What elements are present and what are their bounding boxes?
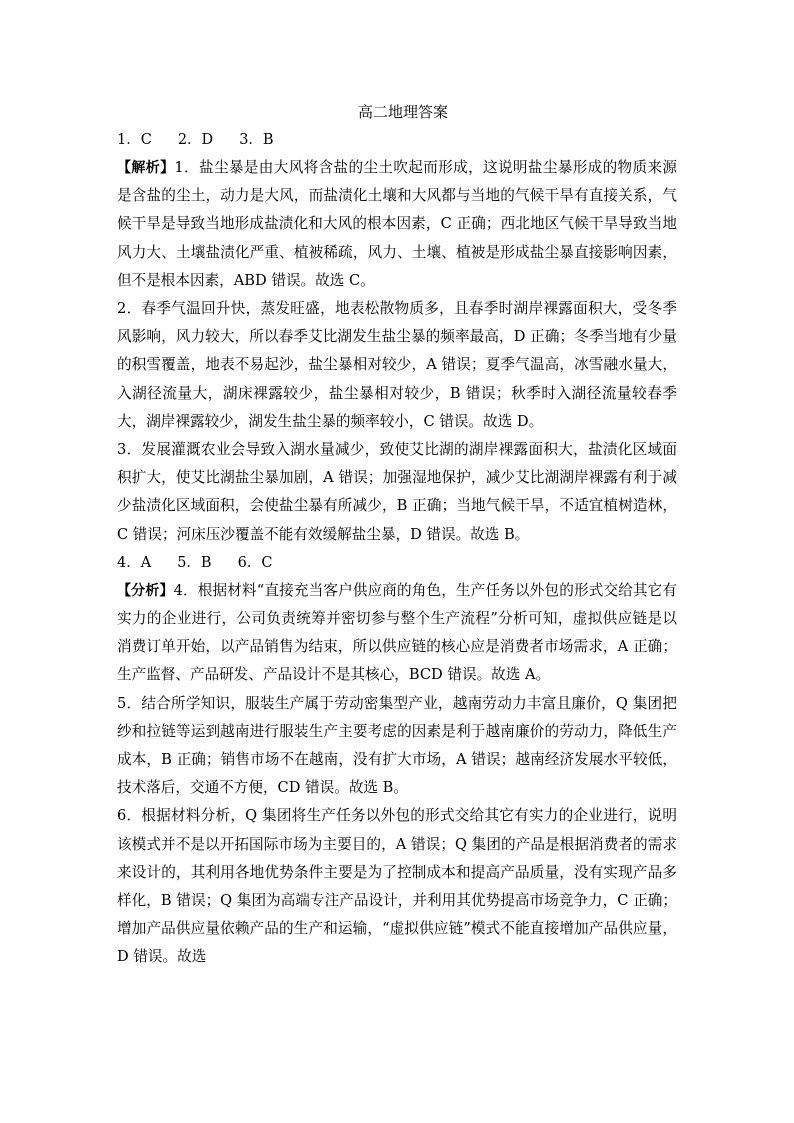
explanation-3: 3．发展灌溉农业会导致入湖水量减少，致使艾比湖的湖岸裸露面积大，盐渍化区域面积扩大，使艾比湖盐尘暴加剧，A 错误；加强湿地保护，减少艾比湖湖岸裸露有利于减少盐渍化区域面积，会使盐尘暴有所减少，B 正确；当地气候干旱，不适宜植树造林，C 错误；河床压沙覆盖不能有效缓解盐尘暴，D 错误。故选 B。 <box>117 441 677 543</box>
answer-line-1-3 <box>117 126 677 154</box>
answer-5: 5．B <box>177 554 212 571</box>
page-title: 高二地理答案 <box>357 103 448 121</box>
explanation-1 <box>117 154 677 295</box>
answer-sheet-page <box>117 98 677 972</box>
explanation-2: 2．春季气温回升快，蒸发旺盛，地表松散物质多，且春季时湖岸裸露面积大，受冬季风影响，风力较大，所以春季艾比湖发生盐尘暴的频率最高，D 正确；冬季当地有少量的积雪覆盖，地表不易起沙，盐尘暴相对较少，A 错误；夏季气温高，冰雪融水量大，入湖径流量大，湖床裸露较少，盐尘暴相对较少，B 错误；秋季时入湖径流量较春季大，湖岸裸露较少，湖发生盐尘暴的频率较小，C 错误。故选 D。 <box>117 300 677 430</box>
explanation-5: 5．结合所学知识，服装生产属于劳动密集型产业，越南劳动力丰富且廉价，Q 集团把纱和拉链等运到越南进行服装生产主要考虑的因素是利于越南廉价的劳动力，降低生产成本，B 正确；销售市场不在越南，没有扩大市场，A 错误；越南经济发展水平较低，技术落后，交通不方便，CD 错误。故选 B。 <box>117 694 677 797</box>
answer-4: 4．A <box>117 554 152 571</box>
answer-3: 3．B <box>239 132 274 148</box>
analysis-label-1: 【解析】 <box>117 160 175 176</box>
analysis-label-2: 【分析】 <box>117 582 174 599</box>
answer-1: 1．C <box>117 132 152 148</box>
explanation-4-text: 4．根据材料“直接充当客户供应商的角色，生产任务以外包的形式交给其它有实力的企业进行，公司负责统筹并密切参与整个生产流程”分析可知，虚拟供应链是以消费订单开始，以产品销售为结束，所以供应链的核心应是消费者市场需求，A 正确；生产监督、产品研发、产品设计不是其核心，BCD 错误。故选 A。 <box>117 581 678 684</box>
explanation-4 <box>117 577 677 690</box>
answer-line-4-6 <box>117 549 677 577</box>
answer-2: 2．D <box>177 132 214 148</box>
explanation-6: 6．根据材料分析，Q 集团将生产任务以外包的形式交给其它有实力的企业进行，说明该模式并不是以开拓国际市场为主要目的，A 错误；Q 集团的产品是根据消费者的需求来设计的，其利用各地优势条件主要是为了控制成本和提高产品质量，没有实现产品多样化，B 错误；Q 集团为高端专注产品设计，并利用其优势提高市场竞争力，C 正确；增加产品供应量依赖产品的生产和运输，“虚拟供应链”模式不能直接增加产品供应量，D 错误。故选 <box>117 807 677 966</box>
explanation-1-text: 1．盐尘暴是由大风将含盐的尘土吹起而形成，这说明盐尘暴形成的物质来源是含盐的尘土，动力是大风，而盐渍化土壤和大风都与当地的气候干旱有直接关系，气候干旱是导致当地形成盐渍化和大风的根本因素，C 正确；西北地区气候干旱导致当地风力大、土壤盐渍化严重、植被稀疏，风力、土壤、植被是形成盐尘暴直接影响因素，但不是根本因素，ABD 错误。故选 C。 <box>117 159 677 289</box>
answer-6: 6．C <box>237 554 273 571</box>
